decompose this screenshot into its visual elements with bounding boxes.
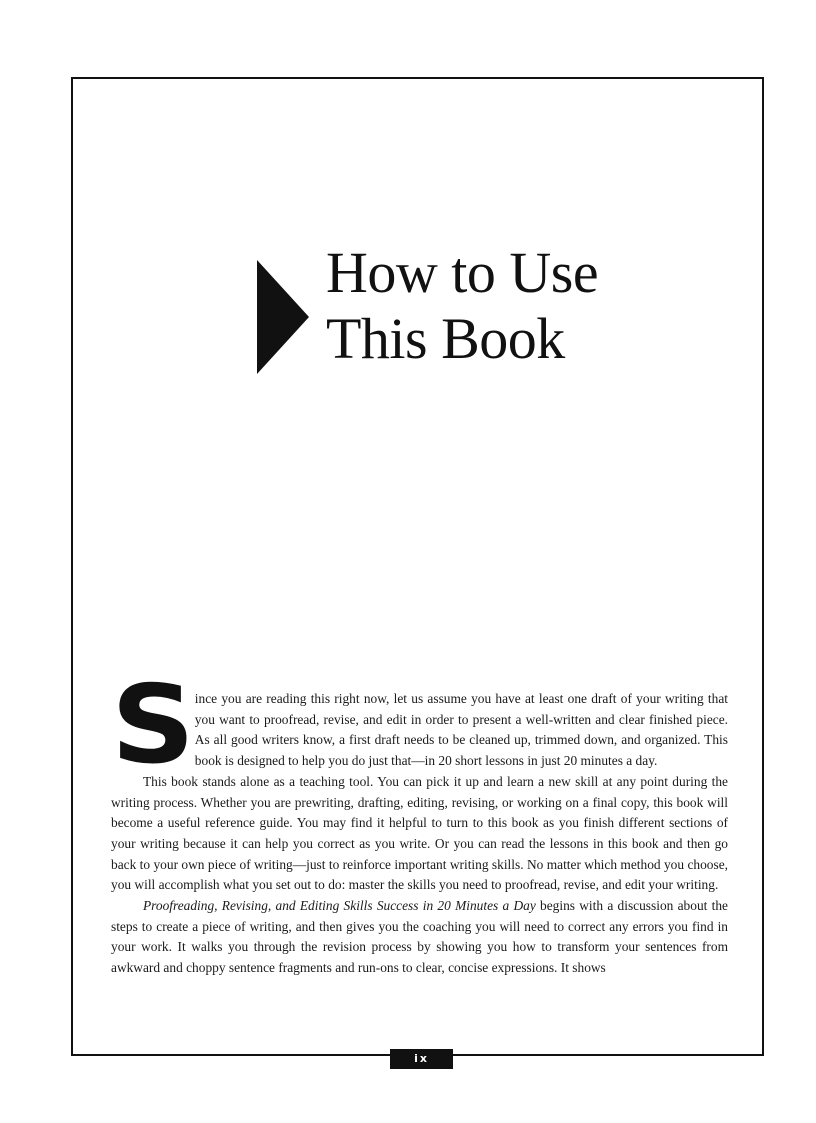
chapter-title-line-1: How to Use [326, 240, 599, 305]
paragraph-1 [111, 663, 728, 788]
page-number: ix [390, 1049, 453, 1069]
paragraph-3 [111, 896, 728, 979]
paragraph-1-text: ince you are reading this right now, let us assume you have at least one draft of your writing that you want to proofread, revise, and edit in order to present a well-written and clear finished piece. As all good writers know, a first draft needs to be cleaned up, trimmed down, and organized. This book is designed to help you do just that—in 20 short lessons in just 20 minutes a day. [194, 691, 728, 769]
book-title-italic: Proofreading, Revising, and Editing Skills Success in 20 Minutes a Day [143, 898, 536, 914]
drop-cap: S [111, 663, 196, 788]
chapter-title [326, 240, 598, 372]
chapter-title-line-2: This Book [326, 306, 565, 371]
paragraph-3-text: begins with a discussion about the steps to create a piece of writing, and then gives you the coaching you will need to correct any errors you find in your work. It walks you through the revision process by showing you how to transform your sentences from awkward and choppy sentence fragments and run-ons to clear, concise expressions. It shows [111, 898, 728, 976]
triangle-arrow-icon [257, 260, 309, 374]
body-text [111, 663, 728, 979]
paragraph-2: This book stands alone as a teaching tool. You can pick it up and learn a new skill at any point during the writing process. Whether you are prewriting, drafting, editing, revising, or working on a final copy, this book will become a useful reference guide. You may find it helpful to turn to this book as you finish different sections of your writing because it can help you correct as you write. Or you can read the lessons in this book and then go back to your own piece of writing—just to reinforce important writing skills. No matter which method you choose, you will accomplish what you set out to do: master the skills you need to proofread, revise, and edit your writing. [111, 773, 728, 893]
